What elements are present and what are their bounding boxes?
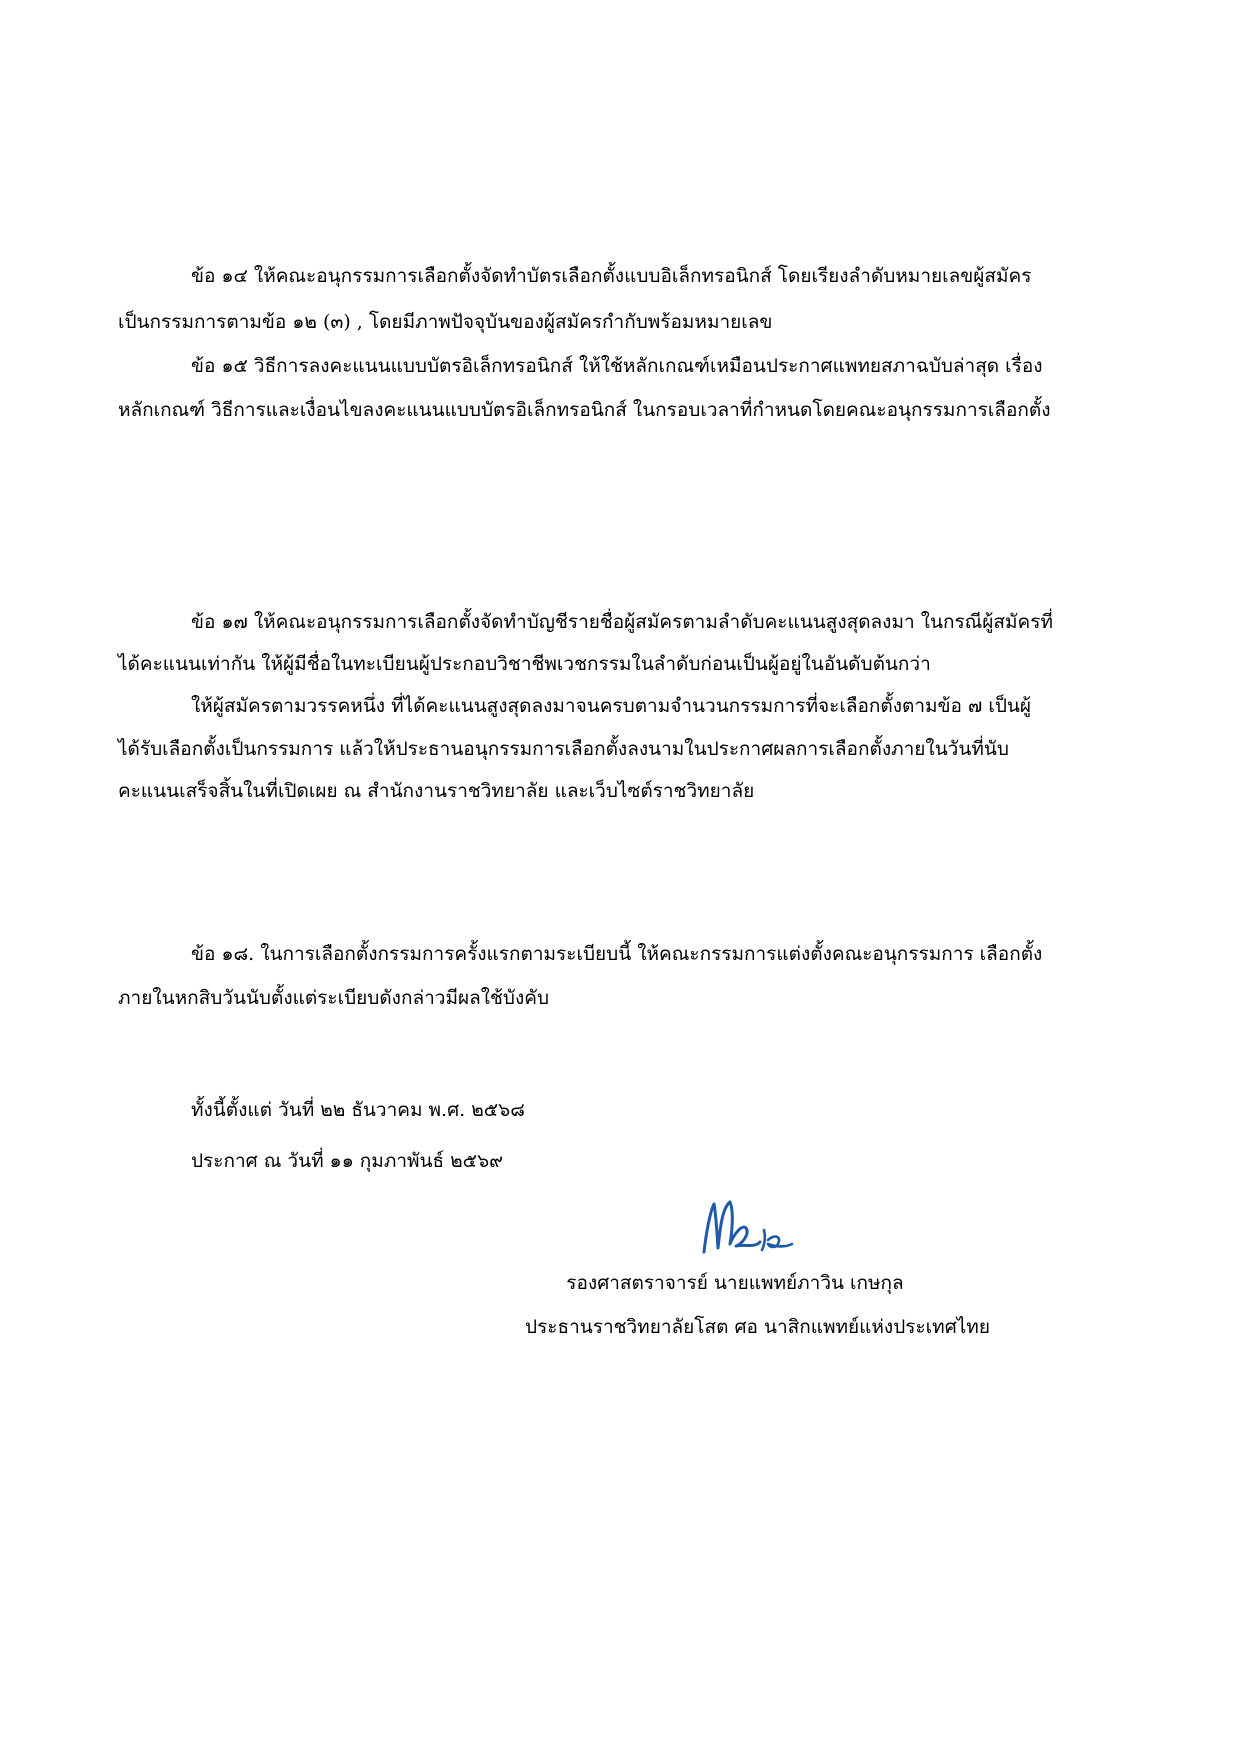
- signature-image: [690, 1194, 800, 1260]
- signatory-position: ประธานราชวิทยาลัยโสต ศอ นาสิกแพทย์แห่งประเทศไทย: [525, 1316, 990, 1338]
- section-5-heading: [0, 483, 1241, 507]
- clause-15-line-2: หลักเกณฑ์ วิธีการและเงื่อนไขลงคะแนนแบบบัตรอิเล็กทรอนิกส์ ในกรอบเวลาที่กำหนดโดยคณะอนุกรรมการเลือกตั้ง: [118, 399, 1051, 421]
- clause-17-line-1: ข้อ ๑๗ ให้คณะอนุกรรมการเลือกตั้งจัดทำบัญชีรายชื่อผู้สมัครตามลำดับคะแนนสูงสุดลงมา ในกรณีผู้สมัครที่: [191, 611, 1053, 633]
- clause-17-line-5: คะแนนเสร็จสิ้นในที่เปิดเผย ณ สำนักงานราชวิทยาลัย และเว็บไซต์ราชวิทยาลัย: [118, 780, 755, 802]
- clause-18-line-2: ภายในหกสิบวันนับตั้งแต่ระเบียบดังกล่าวมีผลใช้บังคับ: [118, 987, 550, 1009]
- section-5-title: [0, 528, 1241, 552]
- announcement-date: ประกาศ ณ วันที่ ๑๑ กุมภาพันธ์ ๒๕๖๙: [191, 1150, 504, 1172]
- clause-14-line-2: เป็นกรรมการตามข้อ ๑๒ (๓) , โดยมีภาพปัจจุบันของผู้สมัครกำกับพร้อมหมายเลข: [118, 311, 773, 333]
- clause-17-line-2: ได้คะแนนเท่ากัน ให้ผู้มีชื่อในทะเบียนผู้ประกอบวิชาชีพเวชกรรมในลำดับก่อนเป็นผู้อยู่ในอันดับต้นกว่า: [118, 653, 931, 675]
- clause-15-line-1: ข้อ ๑๕ วิธีการลงคะแนนแบบบัตรอิเล็กทรอนิกส์ ให้ใช้หลักเกณฑ์เหมือนประกาศแพทยสภาฉบับล่าสุด เรื่อง: [191, 355, 1043, 377]
- clause-18-line-1: ข้อ ๑๘. ในการเลือกตั้งกรรมการครั้งแรกตามระเบียบนี้ ให้คณะกรรมการแต่งตั้งคณะอนุกรรมการ เลือกตั้ง: [191, 943, 1043, 965]
- section-4-title: [0, 197, 1241, 221]
- clause-14-line-1: ข้อ ๑๔ ให้คณะอนุกรรมการเลือกตั้งจัดทำบัตรเลือกตั้งแบบอิเล็กทรอนิกส์ โดยเรียงลำดับหมายเลขผู้สมัคร: [191, 265, 1032, 287]
- section-6-heading: [0, 857, 1241, 881]
- section-6-title: [0, 902, 1241, 926]
- clause-17-line-4: ได้รับเลือกตั้งเป็นกรรมการ แล้วให้ประธานอนุกรรมการเลือกตั้งลงนามในประกาศผลการเลือกตั้งภายในวันที่นับ: [118, 738, 1009, 760]
- clause-17-line-3: ให้ผู้สมัครตามวรรคหนึ่ง ที่ได้คะแนนสูงสุดลงมาจนครบตามจำนวนกรรมการที่จะเลือกตั้งตามข้อ ๗ เป็นผู้: [191, 695, 1031, 717]
- section-4-heading: [0, 148, 1241, 172]
- signatory-name: รองศาสตราจารย์ นายแพทย์ภาวิน เกษกุล: [566, 1272, 904, 1294]
- effective-date: ทั้งนี้ตั้งแต่ วันที่ ๒๒ ธันวาคม พ.ศ. ๒๕๖๘: [191, 1099, 525, 1121]
